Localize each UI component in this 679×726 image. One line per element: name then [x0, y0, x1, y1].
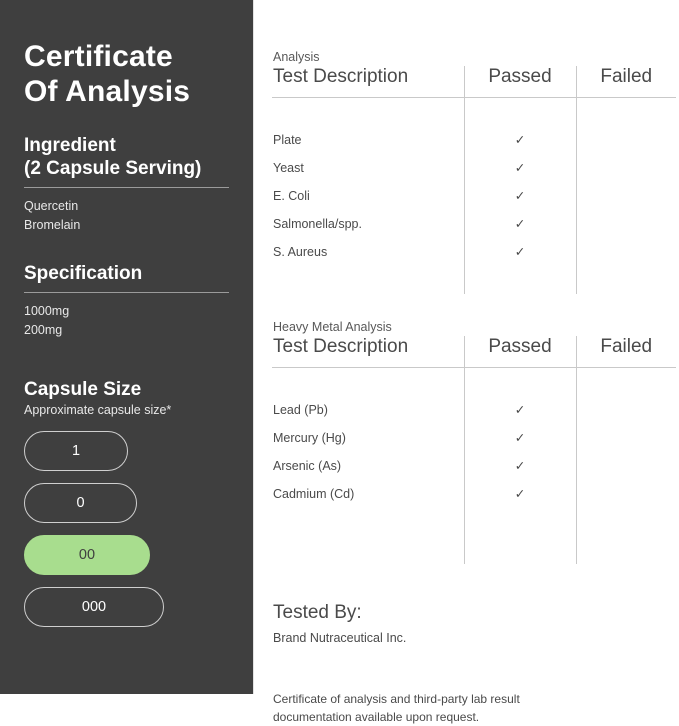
ingredient-item: Quercetin: [24, 198, 79, 213]
cell-test-name: Salmonella/spp.: [273, 217, 362, 231]
table-spacer-row: [272, 368, 676, 397]
table-row: [272, 452, 676, 480]
table-row: [272, 210, 676, 238]
tested-by-value: Brand Nutraceutical Inc.: [273, 631, 407, 645]
specification-list: [24, 302, 231, 341]
column-header-test-description: Test Description: [272, 66, 464, 98]
table-spacer-row: [272, 266, 676, 294]
capsule-size-option-0[interactable]: 0: [24, 483, 137, 523]
cell-test-name: Mercury (Hg): [273, 431, 346, 445]
column-header-test-description: Test Description: [272, 336, 464, 368]
ingredient-subheading: (2 Capsule Serving): [24, 157, 202, 179]
cell-test-name: S. Aureus: [273, 245, 328, 259]
cell-failed-check: [576, 182, 676, 210]
column-header-failed: Failed: [576, 336, 676, 368]
right-results-panel: [253, 0, 679, 724]
ingredient-item: Bromelain: [24, 218, 81, 233]
capsule-size-heading: Capsule Size: [24, 378, 142, 400]
ingredient-section: [24, 134, 231, 236]
cell-passed-check: ✓: [464, 154, 576, 182]
table-row: [272, 480, 676, 508]
table-row: [272, 154, 676, 182]
heavy-metal-table: [272, 336, 676, 564]
capsule-size-option-00[interactable]: 00: [24, 535, 150, 575]
cell-test-name: Arsenic (As): [273, 459, 342, 473]
analysis-table-section: [272, 50, 679, 294]
ingredient-divider: [24, 187, 229, 188]
capsule-size-subtext: Approximate capsule size*: [24, 402, 172, 417]
table-header-row: [272, 336, 676, 368]
page-title-line1: Certificate: [24, 40, 173, 73]
cell-test-name: Yeast: [273, 161, 304, 175]
specification-section: [24, 262, 231, 341]
heavy-metal-table-section: [272, 320, 679, 564]
cell-passed-check: ✓: [464, 396, 576, 424]
cell-passed-check: ✓: [464, 424, 576, 452]
panel-divider: [253, 0, 254, 694]
ingredient-heading: Ingredient: [24, 134, 116, 156]
column-header-passed: Passed: [464, 336, 576, 368]
page-title: [24, 40, 231, 110]
cell-failed-check: [576, 396, 676, 424]
table-row: [272, 182, 676, 210]
cell-failed-check: [576, 210, 676, 238]
cell-passed-check: ✓: [464, 210, 576, 238]
table-row: [272, 126, 676, 154]
specification-item: 1000mg: [24, 303, 70, 318]
cell-failed-check: [576, 238, 676, 266]
cell-test-name: Lead (Pb): [273, 403, 328, 417]
cell-test-name: Cadmium (Cd): [273, 487, 355, 501]
cell-passed-check: ✓: [464, 126, 576, 154]
table-spacer-row: [272, 98, 676, 127]
cell-passed-check: ✓: [464, 182, 576, 210]
table-row: [272, 424, 676, 452]
cell-passed-check: ✓: [464, 480, 576, 508]
table-header-row: [272, 66, 676, 98]
specification-heading: Specification: [24, 262, 143, 284]
cell-test-name: E. Coli: [273, 189, 310, 203]
specification-divider: [24, 292, 229, 293]
cell-passed-check: ✓: [464, 238, 576, 266]
table-spacer-row: [272, 536, 676, 564]
analysis-table: [272, 66, 676, 294]
tested-by-label: Tested By:: [273, 602, 362, 623]
specification-item: 200mg: [24, 323, 63, 338]
table-row: [272, 238, 676, 266]
capsule-size-option-1[interactable]: 1: [24, 431, 128, 471]
cell-failed-check: [576, 480, 676, 508]
cell-test-name: Plate: [273, 133, 302, 147]
table-spacer-row: [272, 508, 676, 536]
cell-failed-check: [576, 154, 676, 182]
column-header-failed: Failed: [576, 66, 676, 98]
capsule-size-option-000[interactable]: 000: [24, 587, 164, 627]
cell-passed-check: ✓: [464, 452, 576, 480]
heavy-metal-table-caption: Heavy Metal Analysis: [273, 320, 392, 334]
footnote-text: Certificate of analysis and third-party lab result documentation available upon request.: [273, 692, 520, 724]
cell-failed-check: [576, 424, 676, 452]
cell-failed-check: [576, 452, 676, 480]
analysis-table-caption: Analysis: [273, 50, 320, 64]
page-title-line2: Of Analysis: [24, 74, 191, 108]
table-row: [272, 396, 676, 424]
left-info-panel: [0, 0, 253, 694]
ingredient-list: [24, 197, 231, 236]
column-header-passed: Passed: [464, 66, 576, 98]
capsule-size-section: [24, 379, 231, 627]
cell-failed-check: [576, 126, 676, 154]
